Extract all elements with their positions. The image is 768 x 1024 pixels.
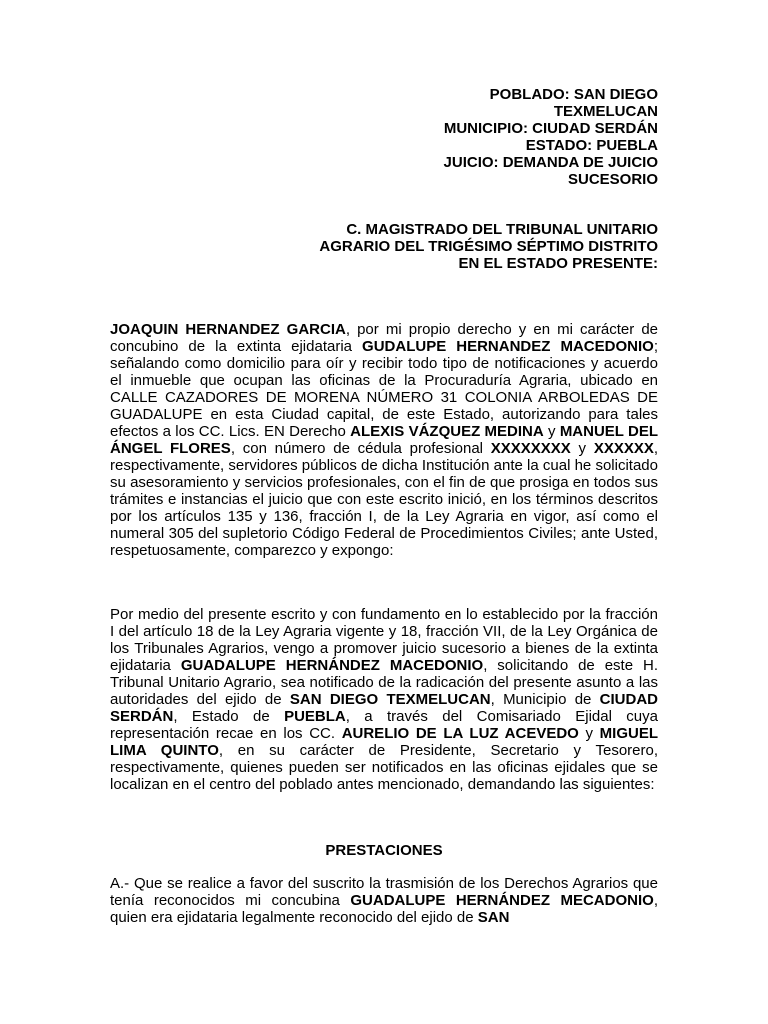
addressee-block: [250, 221, 658, 272]
lawyer-name: ALEXIS VÁZQUEZ MEDINA: [350, 423, 544, 440]
plaintiff-name: JOAQUIN HERNANDEZ GARCIA: [110, 321, 346, 338]
paragraph-text: , solicitando de este H. Tribunal Unitario Agrario, sea notificado de la radicación del presente asunto a las autoridades del ejido de: [110, 657, 658, 708]
ejido-name: SAN DIEGO TEXMELUCAN: [289, 691, 491, 708]
paragraph-text: , quien era ejidataria legalmente reconocido del ejido de: [110, 892, 658, 926]
case-header: [300, 86, 658, 188]
ejido-name: SAN: [477, 909, 510, 926]
paragraph-text: , Estado de: [173, 708, 285, 725]
paragraph-text: , a través del Comisariado Ejidal cuya representación recae en los CC.: [110, 708, 658, 742]
intro-paragraph: [110, 321, 658, 559]
paragraph-text: , respectivamente, servidores públicos de dicha Institución ante la cual he solicitado su asesoramiento y servicios profesionales, con el fin de que prosiga en todos sus trámites e instancias el juicio que con este escrito inició, en los términos descritos por los artículos 135 y 136, fracción I, de la Ley Agraria en vigor, así como el numeral 305 del supletorio Código Federal de Procedimientos Civiles; ante Usted, respetuosamente, comparezco y expongo:: [110, 440, 659, 559]
header-line: POBLADO: SAN DIEGO: [489, 86, 658, 103]
petition-paragraph: [110, 606, 658, 793]
paragraph-text: A.- Que se realice a favor del suscrito la trasmisión de los Derechos Agrarios que tenía reconocidos mi concubina: [110, 875, 658, 909]
municipio-name: CIUDAD SERDÁN: [110, 691, 659, 725]
addressee-line: C. MAGISTRADO DEL TRIBUNAL UNITARIO: [346, 221, 658, 238]
paragraph-text: , con número de cédula profesional: [230, 440, 491, 457]
paragraph-text: , en su carácter de Presidente, Secretario y Tesorero, respectivamente, quienes pueden ser notificados en las oficinas ejidales que se localizan en el centro del poblado antes mencionado, demandando las siguientes:: [110, 742, 658, 793]
header-line: SUCESORIO: [567, 171, 658, 188]
paragraph-text: y: [570, 440, 594, 457]
lawyer-name: MANUEL DEL ÁNGEL FLORES: [110, 423, 658, 457]
section-heading: PRESTACIONES: [325, 842, 443, 859]
paragraph-text: ; señalando como domicilio para oír y recibir todo tipo de notificaciones y acuerdo el inmueble que ocupan las oficinas de la Procuraduría Agraria, ubicado en CALLE CAZADORES DE MORENA NÚMERO 31 COLONIA ARBOLEDAS DE GUADALUPE en esta Ciudad capital, de este Estado, autorizando para tales efectos a los CC. Lics. EN Derecho: [110, 338, 658, 440]
paragraph-text: y: [578, 725, 600, 742]
header-line: TEXMELUCAN: [553, 103, 658, 120]
official-name: MIGUEL LIMA QUINTO: [110, 725, 658, 759]
header-line: JUICIO: DEMANDA DE JUICIO: [443, 154, 658, 171]
license-number: XXXXXXXX: [490, 440, 571, 457]
addressee-line: EN EL ESTADO PRESENTE:: [458, 255, 658, 272]
paragraph-text: , Municipio de: [490, 691, 600, 708]
paragraph-text: , por mi propio derecho y en mi carácter de concubino de la extinta ejidataria: [110, 321, 659, 355]
license-number: XXXXXX: [593, 440, 654, 457]
header-line: MUNICIPIO: CIUDAD SERDÁN: [443, 120, 658, 137]
paragraph-text: y: [543, 423, 560, 440]
deceased-name: GUADALUPE HERNÁNDEZ MECADONIO: [350, 892, 654, 909]
claim-a-paragraph: [110, 875, 658, 926]
addressee-line: AGRARIO DEL TRIGÉSIMO SÉPTIMO DISTRITO: [319, 238, 658, 255]
paragraph-text: Por medio del presente escrito y con fundamento en lo establecido por la fracción I del artículo 18 de la Ley Agraria vigente y 18, fracción VII, de la Ley Orgánica de los Tribunales Agrarios, vengo a promover juicio sucesorio a bienes de la extinta ejidataria: [110, 606, 658, 674]
estado-name: PUEBLA: [284, 708, 346, 725]
deceased-name: GUDALUPE HERNANDEZ MACEDONIO: [362, 338, 654, 355]
header-line: ESTADO: PUEBLA: [525, 137, 658, 154]
deceased-name: GUADALUPE HERNÁNDEZ MACEDONIO: [180, 657, 484, 674]
official-name: AURELIO DE LA LUZ ACEVEDO: [341, 725, 579, 742]
